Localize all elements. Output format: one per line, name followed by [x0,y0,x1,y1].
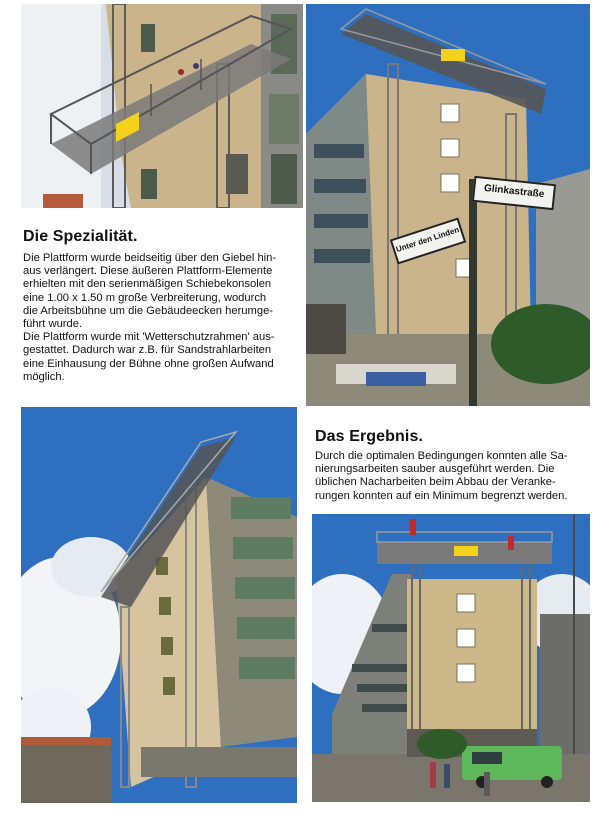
section-title-result: Das Ergebnis. [315,428,424,445]
text-line: eine Einhausung der Bühne ohne großen Aufwand [23,357,274,370]
paragraph [315,450,585,503]
text-line: nierungsarbeiten sauber ausgeführt werden. Die [315,463,555,476]
section-text-specialty [23,252,295,384]
text-line: Die Plattform wurde mit 'Wetterschutzrahmen' aus- [23,331,275,344]
photo-building-scaffold-sky [21,407,297,803]
text-line: eine 1.00 x 1.50 m große Verbreiterung, wodurch [23,291,267,304]
paragraph [23,331,295,384]
text-line: führt wurde. [23,318,83,331]
text-line: erhielten mit den serienmäßigen Schiebekonsolen [23,278,272,291]
text-line: Durch die optimalen Bedingungen konnten alle Sa- [315,450,568,462]
text-line: Die Plattform wurde beidseitig über den Giebel hin- [23,252,277,264]
text-line: die Arbeitsbühne um die Gebäudeecken herumge- [23,304,274,317]
section-title-specialty: Die Spezialität. [23,228,138,245]
text-line: aus verlängert. Diese äußeren Plattform-Elemente [23,265,273,278]
paragraph [23,252,295,331]
photo-building-street-scene [312,514,590,802]
text-line: rungen konnten auf ein Minimum begrenzt werden. [315,489,568,502]
text-line: üblichen Nacharbeiten beim Abbau der Veranke- [315,476,556,489]
street-sign-label: Glinkastraße [483,182,545,201]
section-text-result [315,450,585,503]
text-line: gestattet. Dadurch war z.B. für Sandstrahlarbeiten [23,344,272,357]
photo-platform-closeup [21,4,303,208]
street-sign-label: Unter den Linden [394,225,461,255]
text-line: möglich. [23,370,65,383]
